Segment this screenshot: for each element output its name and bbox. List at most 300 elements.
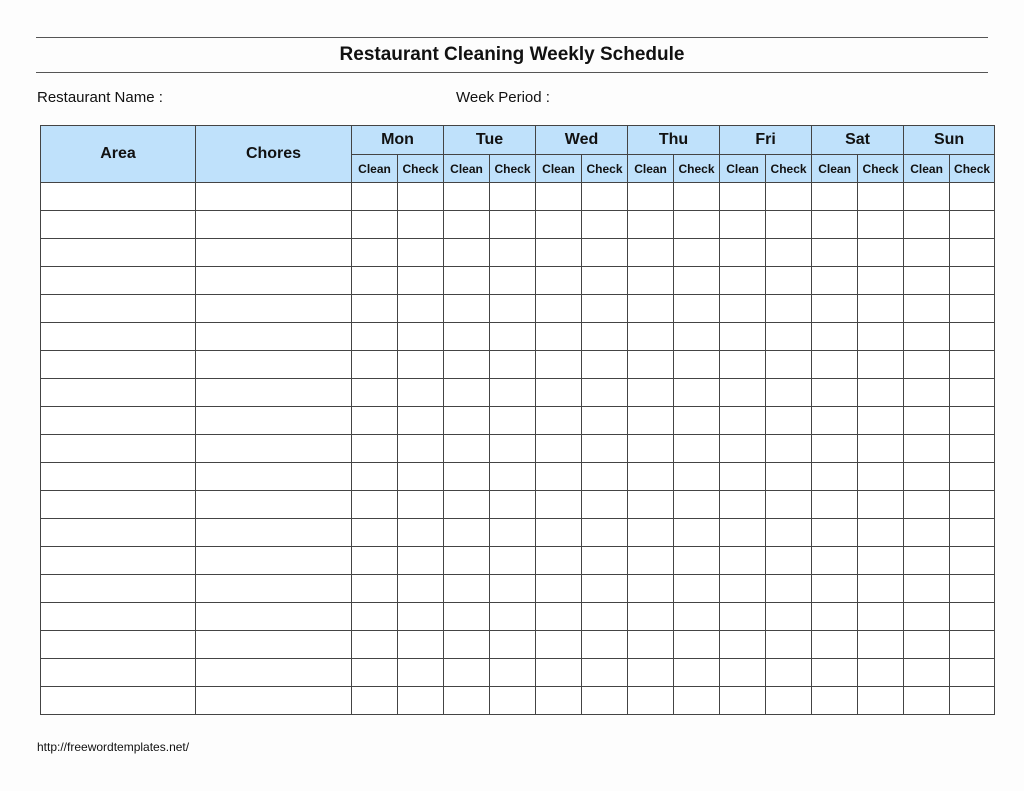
check-cell-sun[interactable] <box>950 295 995 323</box>
clean-cell-sat[interactable] <box>812 547 858 575</box>
check-cell-thu[interactable] <box>674 519 720 547</box>
check-cell-thu[interactable] <box>674 323 720 351</box>
check-cell-sat[interactable] <box>858 687 904 715</box>
clean-cell-fri[interactable] <box>720 295 766 323</box>
clean-cell-sat[interactable] <box>812 351 858 379</box>
clean-cell-tue[interactable] <box>444 463 490 491</box>
clean-cell-tue[interactable] <box>444 687 490 715</box>
check-cell-thu[interactable] <box>674 295 720 323</box>
check-cell-tue[interactable] <box>490 463 536 491</box>
check-cell-wed[interactable] <box>582 267 628 295</box>
clean-cell-fri[interactable] <box>720 631 766 659</box>
check-cell-mon[interactable] <box>398 463 444 491</box>
check-cell-sat[interactable] <box>858 603 904 631</box>
check-cell-thu[interactable] <box>674 435 720 463</box>
clean-cell-thu[interactable] <box>628 267 674 295</box>
chores-cell[interactable] <box>196 519 352 547</box>
clean-cell-mon[interactable] <box>352 687 398 715</box>
check-cell-wed[interactable] <box>582 239 628 267</box>
clean-cell-wed[interactable] <box>536 239 582 267</box>
check-cell-fri[interactable] <box>766 323 812 351</box>
clean-cell-sat[interactable] <box>812 659 858 687</box>
check-cell-sun[interactable] <box>950 435 995 463</box>
clean-cell-mon[interactable] <box>352 295 398 323</box>
check-cell-wed[interactable] <box>582 379 628 407</box>
check-cell-thu[interactable] <box>674 267 720 295</box>
check-cell-sun[interactable] <box>950 687 995 715</box>
check-cell-tue[interactable] <box>490 211 536 239</box>
clean-cell-sat[interactable] <box>812 183 858 211</box>
clean-cell-thu[interactable] <box>628 295 674 323</box>
clean-cell-wed[interactable] <box>536 603 582 631</box>
clean-cell-fri[interactable] <box>720 687 766 715</box>
check-cell-fri[interactable] <box>766 183 812 211</box>
check-cell-mon[interactable] <box>398 239 444 267</box>
clean-cell-sun[interactable] <box>904 491 950 519</box>
check-cell-sat[interactable] <box>858 323 904 351</box>
clean-cell-sat[interactable] <box>812 267 858 295</box>
clean-cell-mon[interactable] <box>352 631 398 659</box>
chores-cell[interactable] <box>196 239 352 267</box>
check-cell-sat[interactable] <box>858 183 904 211</box>
clean-cell-thu[interactable] <box>628 603 674 631</box>
check-cell-fri[interactable] <box>766 575 812 603</box>
clean-cell-tue[interactable] <box>444 435 490 463</box>
clean-cell-sat[interactable] <box>812 603 858 631</box>
check-cell-fri[interactable] <box>766 547 812 575</box>
clean-cell-tue[interactable] <box>444 519 490 547</box>
clean-cell-fri[interactable] <box>720 239 766 267</box>
clean-cell-thu[interactable] <box>628 491 674 519</box>
area-cell[interactable] <box>41 239 196 267</box>
check-cell-tue[interactable] <box>490 351 536 379</box>
clean-cell-wed[interactable] <box>536 379 582 407</box>
clean-cell-fri[interactable] <box>720 267 766 295</box>
clean-cell-mon[interactable] <box>352 575 398 603</box>
check-cell-mon[interactable] <box>398 267 444 295</box>
chores-cell[interactable] <box>196 547 352 575</box>
check-cell-sun[interactable] <box>950 323 995 351</box>
chores-cell[interactable] <box>196 323 352 351</box>
clean-cell-tue[interactable] <box>444 659 490 687</box>
clean-cell-sun[interactable] <box>904 183 950 211</box>
check-cell-tue[interactable] <box>490 183 536 211</box>
check-cell-wed[interactable] <box>582 351 628 379</box>
clean-cell-wed[interactable] <box>536 211 582 239</box>
clean-cell-sat[interactable] <box>812 407 858 435</box>
area-cell[interactable] <box>41 519 196 547</box>
clean-cell-fri[interactable] <box>720 351 766 379</box>
check-cell-sun[interactable] <box>950 547 995 575</box>
check-cell-wed[interactable] <box>582 463 628 491</box>
check-cell-fri[interactable] <box>766 491 812 519</box>
check-cell-sat[interactable] <box>858 519 904 547</box>
clean-cell-sat[interactable] <box>812 575 858 603</box>
clean-cell-wed[interactable] <box>536 351 582 379</box>
clean-cell-fri[interactable] <box>720 575 766 603</box>
check-cell-wed[interactable] <box>582 211 628 239</box>
check-cell-wed[interactable] <box>582 575 628 603</box>
clean-cell-sat[interactable] <box>812 631 858 659</box>
check-cell-sat[interactable] <box>858 267 904 295</box>
clean-cell-sun[interactable] <box>904 687 950 715</box>
clean-cell-wed[interactable] <box>536 519 582 547</box>
check-cell-mon[interactable] <box>398 519 444 547</box>
area-cell[interactable] <box>41 183 196 211</box>
check-cell-sun[interactable] <box>950 659 995 687</box>
clean-cell-sat[interactable] <box>812 519 858 547</box>
clean-cell-wed[interactable] <box>536 659 582 687</box>
clean-cell-wed[interactable] <box>536 295 582 323</box>
check-cell-thu[interactable] <box>674 547 720 575</box>
check-cell-mon[interactable] <box>398 323 444 351</box>
clean-cell-mon[interactable] <box>352 463 398 491</box>
chores-cell[interactable] <box>196 659 352 687</box>
chores-cell[interactable] <box>196 351 352 379</box>
clean-cell-sun[interactable] <box>904 463 950 491</box>
check-cell-thu[interactable] <box>674 631 720 659</box>
area-cell[interactable] <box>41 267 196 295</box>
check-cell-fri[interactable] <box>766 519 812 547</box>
area-cell[interactable] <box>41 407 196 435</box>
clean-cell-tue[interactable] <box>444 407 490 435</box>
check-cell-fri[interactable] <box>766 687 812 715</box>
chores-cell[interactable] <box>196 267 352 295</box>
clean-cell-wed[interactable] <box>536 183 582 211</box>
clean-cell-thu[interactable] <box>628 239 674 267</box>
check-cell-sat[interactable] <box>858 631 904 659</box>
check-cell-mon[interactable] <box>398 659 444 687</box>
check-cell-mon[interactable] <box>398 379 444 407</box>
check-cell-tue[interactable] <box>490 295 536 323</box>
clean-cell-sat[interactable] <box>812 379 858 407</box>
check-cell-wed[interactable] <box>582 491 628 519</box>
area-cell[interactable] <box>41 211 196 239</box>
check-cell-tue[interactable] <box>490 323 536 351</box>
area-cell[interactable] <box>41 295 196 323</box>
chores-cell[interactable] <box>196 183 352 211</box>
check-cell-mon[interactable] <box>398 295 444 323</box>
check-cell-sun[interactable] <box>950 351 995 379</box>
area-cell[interactable] <box>41 463 196 491</box>
check-cell-fri[interactable] <box>766 659 812 687</box>
check-cell-sat[interactable] <box>858 435 904 463</box>
check-cell-sat[interactable] <box>858 239 904 267</box>
clean-cell-thu[interactable] <box>628 323 674 351</box>
clean-cell-wed[interactable] <box>536 463 582 491</box>
clean-cell-thu[interactable] <box>628 407 674 435</box>
clean-cell-sun[interactable] <box>904 659 950 687</box>
chores-cell[interactable] <box>196 407 352 435</box>
chores-cell[interactable] <box>196 491 352 519</box>
check-cell-fri[interactable] <box>766 435 812 463</box>
clean-cell-sat[interactable] <box>812 211 858 239</box>
clean-cell-tue[interactable] <box>444 323 490 351</box>
check-cell-tue[interactable] <box>490 687 536 715</box>
area-cell[interactable] <box>41 547 196 575</box>
check-cell-tue[interactable] <box>490 239 536 267</box>
check-cell-fri[interactable] <box>766 211 812 239</box>
area-cell[interactable] <box>41 659 196 687</box>
check-cell-thu[interactable] <box>674 603 720 631</box>
check-cell-tue[interactable] <box>490 379 536 407</box>
clean-cell-sun[interactable] <box>904 211 950 239</box>
chores-cell[interactable] <box>196 379 352 407</box>
clean-cell-wed[interactable] <box>536 687 582 715</box>
clean-cell-tue[interactable] <box>444 491 490 519</box>
clean-cell-mon[interactable] <box>352 659 398 687</box>
clean-cell-wed[interactable] <box>536 631 582 659</box>
clean-cell-sun[interactable] <box>904 295 950 323</box>
check-cell-thu[interactable] <box>674 687 720 715</box>
clean-cell-sun[interactable] <box>904 323 950 351</box>
check-cell-sat[interactable] <box>858 211 904 239</box>
check-cell-wed[interactable] <box>582 323 628 351</box>
check-cell-sun[interactable] <box>950 211 995 239</box>
area-cell[interactable] <box>41 575 196 603</box>
check-cell-sun[interactable] <box>950 519 995 547</box>
check-cell-fri[interactable] <box>766 463 812 491</box>
check-cell-sun[interactable] <box>950 491 995 519</box>
check-cell-sat[interactable] <box>858 295 904 323</box>
clean-cell-wed[interactable] <box>536 575 582 603</box>
check-cell-mon[interactable] <box>398 491 444 519</box>
clean-cell-tue[interactable] <box>444 547 490 575</box>
check-cell-mon[interactable] <box>398 631 444 659</box>
clean-cell-tue[interactable] <box>444 267 490 295</box>
check-cell-sat[interactable] <box>858 659 904 687</box>
check-cell-tue[interactable] <box>490 435 536 463</box>
clean-cell-sun[interactable] <box>904 575 950 603</box>
clean-cell-sat[interactable] <box>812 687 858 715</box>
chores-cell[interactable] <box>196 211 352 239</box>
check-cell-mon[interactable] <box>398 351 444 379</box>
check-cell-fri[interactable] <box>766 379 812 407</box>
check-cell-sun[interactable] <box>950 603 995 631</box>
clean-cell-mon[interactable] <box>352 211 398 239</box>
check-cell-mon[interactable] <box>398 435 444 463</box>
check-cell-sun[interactable] <box>950 575 995 603</box>
check-cell-sat[interactable] <box>858 407 904 435</box>
clean-cell-fri[interactable] <box>720 435 766 463</box>
chores-cell[interactable] <box>196 631 352 659</box>
chores-cell[interactable] <box>196 463 352 491</box>
clean-cell-wed[interactable] <box>536 435 582 463</box>
chores-cell[interactable] <box>196 687 352 715</box>
area-cell[interactable] <box>41 323 196 351</box>
check-cell-wed[interactable] <box>582 631 628 659</box>
clean-cell-thu[interactable] <box>628 631 674 659</box>
check-cell-tue[interactable] <box>490 519 536 547</box>
check-cell-thu[interactable] <box>674 379 720 407</box>
check-cell-wed[interactable] <box>582 183 628 211</box>
clean-cell-sun[interactable] <box>904 631 950 659</box>
clean-cell-sun[interactable] <box>904 407 950 435</box>
clean-cell-tue[interactable] <box>444 239 490 267</box>
check-cell-thu[interactable] <box>674 463 720 491</box>
check-cell-mon[interactable] <box>398 603 444 631</box>
clean-cell-sun[interactable] <box>904 435 950 463</box>
check-cell-thu[interactable] <box>674 491 720 519</box>
clean-cell-fri[interactable] <box>720 211 766 239</box>
check-cell-tue[interactable] <box>490 603 536 631</box>
clean-cell-thu[interactable] <box>628 183 674 211</box>
check-cell-mon[interactable] <box>398 183 444 211</box>
check-cell-wed[interactable] <box>582 435 628 463</box>
check-cell-tue[interactable] <box>490 407 536 435</box>
clean-cell-thu[interactable] <box>628 379 674 407</box>
clean-cell-sun[interactable] <box>904 239 950 267</box>
check-cell-sat[interactable] <box>858 379 904 407</box>
check-cell-sun[interactable] <box>950 239 995 267</box>
check-cell-wed[interactable] <box>582 547 628 575</box>
check-cell-mon[interactable] <box>398 547 444 575</box>
check-cell-mon[interactable] <box>398 575 444 603</box>
clean-cell-fri[interactable] <box>720 183 766 211</box>
clean-cell-mon[interactable] <box>352 519 398 547</box>
clean-cell-tue[interactable] <box>444 631 490 659</box>
clean-cell-sun[interactable] <box>904 379 950 407</box>
clean-cell-sat[interactable] <box>812 463 858 491</box>
chores-cell[interactable] <box>196 603 352 631</box>
clean-cell-fri[interactable] <box>720 323 766 351</box>
clean-cell-wed[interactable] <box>536 323 582 351</box>
check-cell-wed[interactable] <box>582 659 628 687</box>
clean-cell-sat[interactable] <box>812 295 858 323</box>
clean-cell-tue[interactable] <box>444 575 490 603</box>
clean-cell-sat[interactable] <box>812 239 858 267</box>
check-cell-tue[interactable] <box>490 659 536 687</box>
check-cell-fri[interactable] <box>766 603 812 631</box>
clean-cell-tue[interactable] <box>444 295 490 323</box>
clean-cell-thu[interactable] <box>628 463 674 491</box>
check-cell-wed[interactable] <box>582 603 628 631</box>
check-cell-sun[interactable] <box>950 379 995 407</box>
check-cell-wed[interactable] <box>582 407 628 435</box>
clean-cell-fri[interactable] <box>720 491 766 519</box>
check-cell-sat[interactable] <box>858 463 904 491</box>
check-cell-fri[interactable] <box>766 407 812 435</box>
clean-cell-sun[interactable] <box>904 351 950 379</box>
check-cell-tue[interactable] <box>490 491 536 519</box>
check-cell-sun[interactable] <box>950 407 995 435</box>
clean-cell-sun[interactable] <box>904 519 950 547</box>
clean-cell-tue[interactable] <box>444 351 490 379</box>
check-cell-tue[interactable] <box>490 267 536 295</box>
clean-cell-fri[interactable] <box>720 659 766 687</box>
clean-cell-mon[interactable] <box>352 603 398 631</box>
clean-cell-thu[interactable] <box>628 519 674 547</box>
clean-cell-thu[interactable] <box>628 659 674 687</box>
clean-cell-thu[interactable] <box>628 575 674 603</box>
chores-cell[interactable] <box>196 435 352 463</box>
check-cell-thu[interactable] <box>674 211 720 239</box>
area-cell[interactable] <box>41 435 196 463</box>
check-cell-wed[interactable] <box>582 519 628 547</box>
clean-cell-mon[interactable] <box>352 491 398 519</box>
check-cell-wed[interactable] <box>582 687 628 715</box>
check-cell-thu[interactable] <box>674 351 720 379</box>
check-cell-sat[interactable] <box>858 351 904 379</box>
check-cell-sun[interactable] <box>950 631 995 659</box>
clean-cell-wed[interactable] <box>536 267 582 295</box>
check-cell-sat[interactable] <box>858 547 904 575</box>
clean-cell-thu[interactable] <box>628 687 674 715</box>
check-cell-mon[interactable] <box>398 211 444 239</box>
clean-cell-wed[interactable] <box>536 407 582 435</box>
area-cell[interactable] <box>41 491 196 519</box>
clean-cell-mon[interactable] <box>352 379 398 407</box>
check-cell-tue[interactable] <box>490 631 536 659</box>
area-cell[interactable] <box>41 603 196 631</box>
clean-cell-mon[interactable] <box>352 435 398 463</box>
clean-cell-thu[interactable] <box>628 547 674 575</box>
clean-cell-fri[interactable] <box>720 547 766 575</box>
check-cell-fri[interactable] <box>766 239 812 267</box>
clean-cell-tue[interactable] <box>444 211 490 239</box>
clean-cell-mon[interactable] <box>352 323 398 351</box>
check-cell-mon[interactable] <box>398 407 444 435</box>
check-cell-fri[interactable] <box>766 631 812 659</box>
check-cell-sat[interactable] <box>858 491 904 519</box>
check-cell-sun[interactable] <box>950 183 995 211</box>
clean-cell-sat[interactable] <box>812 435 858 463</box>
check-cell-thu[interactable] <box>674 659 720 687</box>
clean-cell-thu[interactable] <box>628 211 674 239</box>
clean-cell-wed[interactable] <box>536 547 582 575</box>
clean-cell-tue[interactable] <box>444 603 490 631</box>
check-cell-thu[interactable] <box>674 183 720 211</box>
check-cell-sat[interactable] <box>858 575 904 603</box>
area-cell[interactable] <box>41 687 196 715</box>
clean-cell-sat[interactable] <box>812 491 858 519</box>
clean-cell-fri[interactable] <box>720 463 766 491</box>
clean-cell-thu[interactable] <box>628 351 674 379</box>
check-cell-thu[interactable] <box>674 575 720 603</box>
check-cell-sun[interactable] <box>950 267 995 295</box>
check-cell-tue[interactable] <box>490 547 536 575</box>
clean-cell-mon[interactable] <box>352 407 398 435</box>
clean-cell-sun[interactable] <box>904 267 950 295</box>
clean-cell-tue[interactable] <box>444 183 490 211</box>
chores-cell[interactable] <box>196 295 352 323</box>
clean-cell-fri[interactable] <box>720 407 766 435</box>
check-cell-sun[interactable] <box>950 463 995 491</box>
clean-cell-mon[interactable] <box>352 183 398 211</box>
check-cell-fri[interactable] <box>766 351 812 379</box>
clean-cell-sun[interactable] <box>904 547 950 575</box>
chores-cell[interactable] <box>196 575 352 603</box>
check-cell-thu[interactable] <box>674 239 720 267</box>
area-cell[interactable] <box>41 351 196 379</box>
check-cell-wed[interactable] <box>582 295 628 323</box>
check-cell-thu[interactable] <box>674 407 720 435</box>
check-cell-fri[interactable] <box>766 295 812 323</box>
clean-cell-thu[interactable] <box>628 435 674 463</box>
clean-cell-mon[interactable] <box>352 239 398 267</box>
check-cell-fri[interactable] <box>766 267 812 295</box>
check-cell-mon[interactable] <box>398 687 444 715</box>
clean-cell-sun[interactable] <box>904 603 950 631</box>
clean-cell-fri[interactable] <box>720 379 766 407</box>
check-cell-tue[interactable] <box>490 575 536 603</box>
clean-cell-tue[interactable] <box>444 379 490 407</box>
clean-cell-mon[interactable] <box>352 351 398 379</box>
area-cell[interactable] <box>41 379 196 407</box>
area-cell[interactable] <box>41 631 196 659</box>
clean-cell-fri[interactable] <box>720 519 766 547</box>
clean-cell-fri[interactable] <box>720 603 766 631</box>
